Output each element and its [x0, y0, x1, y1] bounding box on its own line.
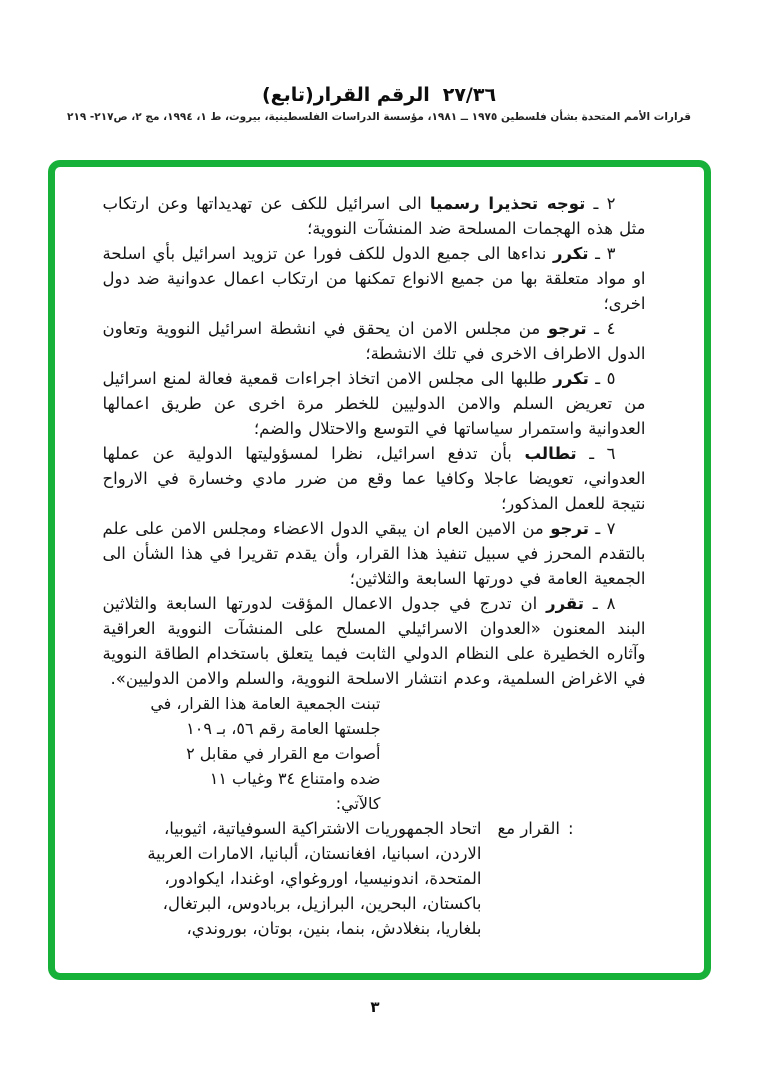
- paragraph-number: ٣: [606, 244, 616, 263]
- paragraph-text: نداءها الى جميع الدول للكف فورا عن تزويد اسرائيل بأي اسلحة او مواد متعلقة بها من جميع الانواع تمكنها من ارتكاب اعمال عدوانية ضد دول اخرى؛: [102, 244, 646, 313]
- paragraph-lead: تكرر: [552, 244, 589, 263]
- paragraph-text: ان تدرج في جدول الاعمال المؤقت لدورتها السابعة والثلاثين البند المعنون «العدوان الاسرائيلي المسلح على المنشآت النووية العراقية وآثاره الخطيرة على النظام الدولي الثابت فيما يتعلق باستخدام الطاقة النووية في الاغراض السلمية، وعدم انتشار الاسلحة النووية، والسلم والامن الدوليين».: [102, 594, 646, 688]
- paragraph-lead: تقرر: [546, 594, 584, 613]
- page-title: [0, 84, 758, 106]
- vote-colon: :: [567, 819, 574, 838]
- paragraph-text: بأن تدفع اسرائيل، نظرا لمسؤوليتها الدولية عن عملها العدواني، تعويضا عاجلا وكافيا عما وقع من ضرر مادي وخسارة في الارواح نتيجة للعمل المذكور؛: [102, 444, 646, 513]
- paragraph-number: ٥: [606, 369, 616, 388]
- paragraph-lead: ترجو: [550, 519, 589, 538]
- adoption-line: جلستها العامة رقم ٥٦، بـ ١٠٩: [186, 719, 381, 738]
- title-continued-tag: (تابع): [261, 84, 314, 106]
- country-line: اتحاد الجمهوريات الاشتراكية السوفياتية، اثيوبيا،: [163, 819, 482, 838]
- country-line: بلغاريا، بنغلادش، بنما، بنين، بوتان، بوروندي،: [186, 919, 482, 938]
- country-list: [129, 816, 481, 941]
- adoption-block: [150, 691, 381, 816]
- paragraph-dash: ـ: [589, 444, 595, 463]
- adoption-line: تبنت الجمعية العامة هذا القرار، في: [150, 694, 381, 713]
- resolution-paragraph: [103, 516, 646, 591]
- resolution-paragraph: [103, 366, 646, 441]
- content-box: [48, 160, 711, 980]
- resolution-paragraph: [103, 316, 646, 366]
- country-line: المتحدة، اندونيسيا، اوروغواي، اوغندا، ايكوادور،: [164, 869, 482, 888]
- resolution-paragraph: [103, 441, 646, 516]
- paragraph-number: ٢: [606, 194, 616, 213]
- paragraph-number: ٦: [606, 444, 616, 463]
- paragraph-text: الى اسرائيل للكف عن تهديداتها وعن ارتكاب مثل هذه الهجمات المسلحة ضد المنشآت النووية؛: [102, 194, 646, 238]
- paragraph-lead: ترجو: [547, 319, 587, 338]
- resolution-number: ٢٧/٣٦: [442, 84, 497, 106]
- vote-label-word: القرار: [520, 819, 560, 838]
- paragraph-lead: تكرر: [553, 369, 589, 388]
- paragraph-lead: توجه تحذيرا رسميا: [429, 194, 586, 213]
- adoption-line: ضده وامتناع ٣٤ وغياب ١١: [209, 769, 381, 788]
- paragraph-dash: ـ: [595, 244, 600, 263]
- paragraph-text: من مجلس الامن ان يحقق في انشطة اسرائيل النووية وتعاون الدول الاطراف الاخرى في تلك الانشطة؛: [102, 319, 646, 363]
- citation-line: قرارات الأمم المتحدة بشأن فلسطين ١٩٧٥ ــ ١٩٨١، مؤسسة الدراسات الفلسطينية، بيروت، ط ١، ١٩٩٤، مج ٢، ص٢١٧- ٢١٩: [67, 111, 691, 123]
- vote-for-label: [497, 816, 573, 841]
- country-line: الاردن، اسبانيا، افغانستان، ألبانيا، الامارات العربية: [147, 844, 482, 863]
- paragraph-dash: ـ: [593, 194, 599, 213]
- paragraph-text: من الامين العام ان يبقي الدول الاعضاء ومجلس الامن على علم بالتقدم المحرز في سبيل تنفيذ هذا القرار، وأن يقدم تقريرا في هذا الشأن الى الجمعية العامة في دورتها السابعة والثلاثين؛: [102, 519, 646, 588]
- adoption-line: أصوات مع القرار في مقابل ٢: [186, 744, 381, 763]
- resolution-paragraph: [103, 191, 646, 241]
- paragraph-dash: ـ: [595, 519, 601, 538]
- paragraph-number: ٤: [606, 319, 616, 338]
- resolution-paragraph: [103, 591, 646, 691]
- vote-label-word: مع: [497, 819, 516, 838]
- country-line: باكستان، البحرين، البرازيل، بربادوس، البرتغال،: [162, 894, 482, 913]
- paragraph-lead: تطالب: [524, 444, 577, 463]
- page-header: [0, 0, 758, 124]
- resolution-paragraph: [103, 241, 646, 316]
- title-word-resolution: القرار: [313, 84, 371, 106]
- paragraph-number: ٨: [606, 594, 616, 613]
- page-number: ٣: [370, 998, 380, 1016]
- title-word-number: الرقم: [376, 84, 430, 106]
- vote-for-row: [103, 816, 574, 941]
- paragraph-dash: ـ: [592, 594, 598, 613]
- paragraph-text: طلبها الى مجلس الامن اتخاذ اجراءات قمعية فعالة لمنع اسرائيل من تعريض السلم والامن الدوليين للخطر مرة اخرى عن طريق اعمالها العدوانية واستمرار سياساتها في التوسع والاحتلال والضم؛: [102, 369, 646, 438]
- paragraph-dash: ـ: [594, 319, 600, 338]
- paragraph-number: ٧: [606, 519, 616, 538]
- adoption-line: كالآتي:: [335, 794, 381, 813]
- paragraph-dash: ـ: [595, 369, 601, 388]
